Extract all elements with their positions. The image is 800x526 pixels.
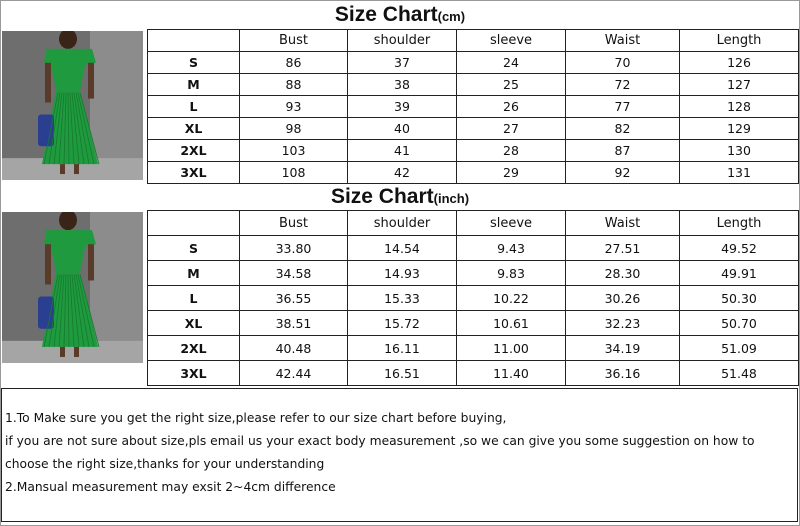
header-cell-sleeve: sleeve xyxy=(457,211,566,236)
note-line: choose the right size,thanks for your understanding xyxy=(5,457,325,471)
measurement-cell: 36.55 xyxy=(240,286,348,311)
measurement-cell: 11.00 xyxy=(457,336,566,361)
measurement-cell: 129 xyxy=(680,118,799,140)
measurement-cell: 126 xyxy=(680,52,799,74)
measurement-cell: 27 xyxy=(457,118,566,140)
product-photo xyxy=(2,212,143,363)
size-label-cell: M xyxy=(148,261,240,286)
measurement-cell: 128 xyxy=(680,96,799,118)
table-header-row xyxy=(148,30,799,52)
measurement-cell: 131 xyxy=(680,162,799,184)
handbag xyxy=(38,297,54,329)
size-label-cell: M xyxy=(148,74,240,96)
measurement-cell: 51.48 xyxy=(680,361,799,386)
measurement-cell: 72 xyxy=(566,74,680,96)
table-row xyxy=(148,52,799,74)
measurement-cell: 15.33 xyxy=(348,286,457,311)
table-header-row xyxy=(148,211,799,236)
dress-sleeve-left xyxy=(44,230,56,246)
size-label-cell: 3XL xyxy=(148,162,240,184)
measurement-cell: 14.54 xyxy=(348,236,457,261)
measurement-cell: 14.93 xyxy=(348,261,457,286)
note-line: 2.Mansual measurement may exsit 2~4cm difference xyxy=(5,480,336,494)
measurement-cell: 28.30 xyxy=(566,261,680,286)
measurement-cell: 70 xyxy=(566,52,680,74)
header-cell-waist: Waist xyxy=(566,211,680,236)
measurement-cell: 50.30 xyxy=(680,286,799,311)
arm-left xyxy=(45,63,51,103)
size-label-cell: L xyxy=(148,286,240,311)
size-label-cell: S xyxy=(148,52,240,74)
leg-left xyxy=(60,347,65,357)
sizing-notes xyxy=(1,388,798,522)
arm-left xyxy=(45,244,51,284)
table-row xyxy=(148,286,799,311)
size-label-cell: 3XL xyxy=(148,361,240,386)
measurement-cell: 34.19 xyxy=(566,336,680,361)
wall-panel xyxy=(90,212,143,363)
measurement-cell: 103 xyxy=(240,140,348,162)
header-cell-sleeve: sleeve xyxy=(457,30,566,52)
header-cell-bust: Bust xyxy=(240,211,348,236)
measurement-cell: 42.44 xyxy=(240,361,348,386)
note-line: 1.To Make sure you get the right size,please refer to our size chart before buying, xyxy=(5,411,507,425)
size-chart-cm-title xyxy=(0,2,800,28)
measurement-cell: 28 xyxy=(457,140,566,162)
arm-right xyxy=(88,244,94,280)
table-row xyxy=(148,74,799,96)
measurement-cell: 108 xyxy=(240,162,348,184)
table-row xyxy=(148,336,799,361)
size-label-cell: 2XL xyxy=(148,140,240,162)
table-row xyxy=(148,118,799,140)
measurement-cell: 51.09 xyxy=(680,336,799,361)
header-cell-blank xyxy=(148,211,240,236)
header-cell-shoulder: shoulder xyxy=(348,30,457,52)
measurement-cell: 98 xyxy=(240,118,348,140)
measurement-cell: 29 xyxy=(457,162,566,184)
measurement-cell: 39 xyxy=(348,96,457,118)
dress-bodice xyxy=(50,230,86,272)
size-table-inch xyxy=(147,210,799,386)
leg-left xyxy=(60,164,65,174)
chart-unit-label: (cm) xyxy=(437,9,466,24)
dress-illustration xyxy=(2,212,143,363)
measurement-cell: 24 xyxy=(457,52,566,74)
measurement-cell: 11.40 xyxy=(457,361,566,386)
chart-title-text: Size Chart xyxy=(334,3,438,26)
wall-panel xyxy=(90,31,143,180)
size-label-cell: 2XL xyxy=(148,336,240,361)
chart-unit-label: (inch) xyxy=(433,191,470,206)
header-cell-bust: Bust xyxy=(240,30,348,52)
table-row xyxy=(148,96,799,118)
leg-right xyxy=(74,347,79,357)
measurement-cell: 27.51 xyxy=(566,236,680,261)
size-chart-inch-title xyxy=(0,185,800,209)
measurement-cell: 9.43 xyxy=(457,236,566,261)
measurement-cell: 40 xyxy=(348,118,457,140)
size-label-cell: XL xyxy=(148,118,240,140)
measurement-cell: 50.70 xyxy=(680,311,799,336)
measurement-cell: 16.51 xyxy=(348,361,457,386)
measurement-cell: 16.11 xyxy=(348,336,457,361)
measurement-cell: 87 xyxy=(566,140,680,162)
measurement-cell: 130 xyxy=(680,140,799,162)
measurement-cell: 37 xyxy=(348,52,457,74)
dress-bodice xyxy=(50,49,86,91)
size-table-cm xyxy=(147,29,799,184)
product-photo xyxy=(2,31,143,180)
measurement-cell: 41 xyxy=(348,140,457,162)
measurement-cell: 26 xyxy=(457,96,566,118)
table-row xyxy=(148,361,799,386)
size-label-cell: XL xyxy=(148,311,240,336)
measurement-cell: 9.83 xyxy=(457,261,566,286)
measurement-cell: 10.22 xyxy=(457,286,566,311)
table-row xyxy=(148,261,799,286)
leg-right xyxy=(74,164,79,174)
table-row xyxy=(148,236,799,261)
chart-title-text: Size Chart xyxy=(330,185,434,208)
measurement-cell: 92 xyxy=(566,162,680,184)
measurement-cell: 77 xyxy=(566,96,680,118)
header-cell-waist: Waist xyxy=(566,30,680,52)
table-row xyxy=(148,140,799,162)
measurement-cell: 93 xyxy=(240,96,348,118)
header-cell-blank xyxy=(148,30,240,52)
measurement-cell: 30.26 xyxy=(566,286,680,311)
measurement-cell: 32.23 xyxy=(566,311,680,336)
size-label-cell: S xyxy=(148,236,240,261)
measurement-cell: 33.80 xyxy=(240,236,348,261)
measurement-cell: 36.16 xyxy=(566,361,680,386)
measurement-cell: 42 xyxy=(348,162,457,184)
arm-right xyxy=(88,63,94,99)
note-line: if you are not sure about size,pls email us your exact body measurement ,so we can give you some suggestion on how to xyxy=(5,434,755,448)
header-cell-length: Length xyxy=(680,30,799,52)
measurement-cell: 38 xyxy=(348,74,457,96)
measurement-cell: 10.61 xyxy=(457,311,566,336)
measurement-cell: 127 xyxy=(680,74,799,96)
measurement-cell: 38.51 xyxy=(240,311,348,336)
measurement-cell: 40.48 xyxy=(240,336,348,361)
measurement-cell: 86 xyxy=(240,52,348,74)
measurement-cell: 15.72 xyxy=(348,311,457,336)
measurement-cell: 34.58 xyxy=(240,261,348,286)
measurement-cell: 49.52 xyxy=(680,236,799,261)
handbag xyxy=(38,114,54,146)
measurement-cell: 82 xyxy=(566,118,680,140)
table-row xyxy=(148,162,799,184)
measurement-cell: 25 xyxy=(457,74,566,96)
measurement-cell: 88 xyxy=(240,74,348,96)
dress-illustration xyxy=(2,31,143,180)
header-cell-shoulder: shoulder xyxy=(348,211,457,236)
measurement-cell: 49.91 xyxy=(680,261,799,286)
table-row xyxy=(148,311,799,336)
size-label-cell: L xyxy=(148,96,240,118)
dress-sleeve-left xyxy=(44,49,56,65)
header-cell-length: Length xyxy=(680,211,799,236)
